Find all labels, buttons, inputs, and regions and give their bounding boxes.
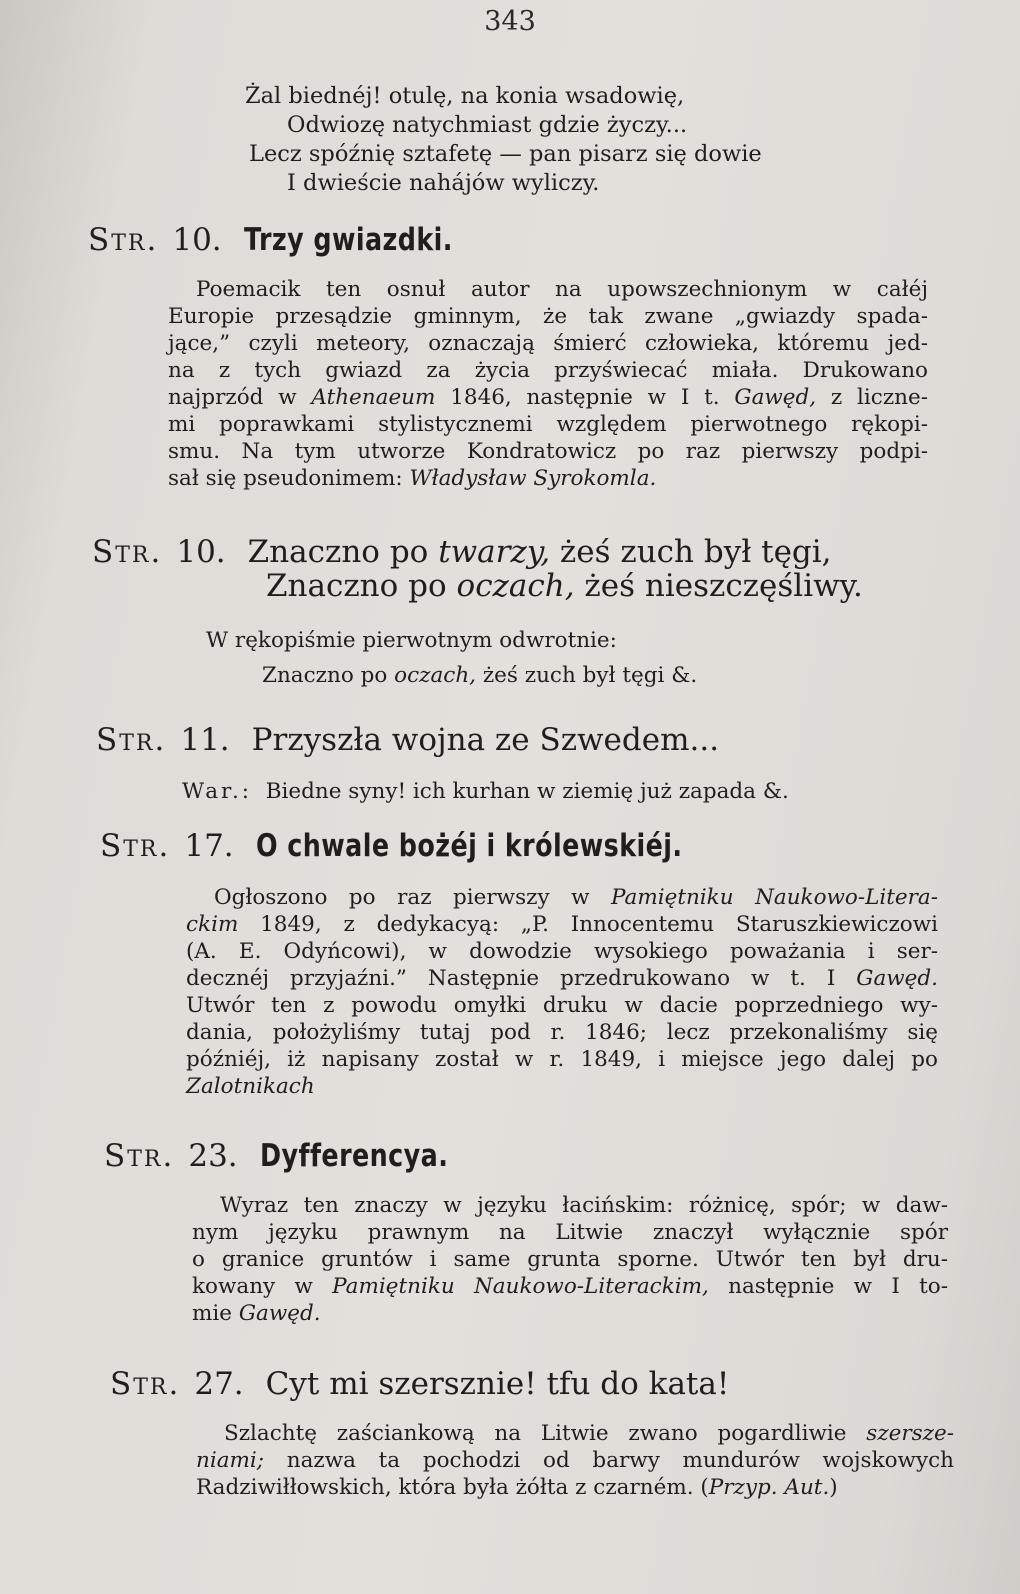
entry-heading — [92, 534, 832, 570]
plain-text: ) — [829, 1475, 838, 1500]
entry-heading — [88, 222, 498, 258]
entry-title: Cyt mi szersznie! tfu do kata! — [265, 1366, 730, 1402]
text-line: Europie przesądzie gminnym, że tak zwane „gwiazdy spada- — [168, 304, 928, 329]
italic-text: Przyp. Aut. — [708, 1475, 830, 1500]
entry-title: Przyszła wojna ze Szwedem... — [251, 722, 720, 758]
entry-str-label: Str. — [88, 222, 159, 258]
entry-commentary — [196, 1420, 954, 1501]
italic-text: niami; — [196, 1448, 265, 1473]
title-text: żeś nieszczęśliwy. — [574, 568, 863, 604]
text-line: jące,” czyli meteory, oznaczają śmierć człowieka, któremu jed- — [168, 331, 928, 356]
entry-str-label: Str. — [92, 534, 163, 570]
variant-text: Biedne syny! ich kurhan w ziemię już zapada &. — [265, 779, 789, 804]
italic-text: Athenaeum — [311, 385, 436, 410]
page-number: 343 — [484, 6, 536, 37]
variant-reading — [182, 778, 789, 806]
text-line: Utwór ten z powodu omyłki druku w dacie poprzedniego wy- — [186, 993, 938, 1018]
text-line — [192, 1300, 948, 1327]
italic-text: Zalotnikach — [186, 1074, 315, 1099]
plain-text: Ogłoszono po raz pierwszy w — [214, 885, 612, 910]
verse-line: Lecz spóźnię sztafetę — pan pisarz się dowie — [249, 141, 762, 167]
title-text-italic: twarzy, — [438, 534, 551, 570]
plain-text: nazwa ta pochodzi od barwy mundurów wojskowych — [264, 1448, 954, 1473]
verse-line: Żal biednéj! otulę, na konia wsadowię, — [245, 83, 685, 109]
entry-commentary — [192, 1192, 948, 1327]
entry-str-label: Str. — [100, 828, 171, 864]
text-line — [192, 1273, 948, 1300]
text-line — [186, 1073, 938, 1100]
text-line: na z tych gwiazd za życia przyświecać miała. Drukowano — [168, 358, 928, 383]
plain-text: 1846, następnie w I t. — [435, 385, 735, 410]
text-line — [196, 1420, 954, 1447]
plain-text: z liczne- — [816, 385, 929, 410]
text-line — [196, 1474, 954, 1501]
text-line: smu. Na tym utworze Kondratowicz po raz pierwszy podpi- — [168, 439, 928, 464]
entry-title: Dyfferencya. — [259, 1138, 448, 1174]
entry-title: Trzy gwiazdki. — [243, 222, 453, 258]
text-line — [186, 911, 938, 938]
entry-title: O chwale bożéj i królewskiéj. — [255, 828, 683, 864]
text-line: Wyraz ten znaczy w języku łacińskim: różnicę, spór; w daw- — [220, 1193, 948, 1218]
text-line: późniéj, iż napisany został w r. 1849, i miejsce jego dalej po — [186, 1047, 938, 1072]
italic-text: szersze- — [866, 1421, 954, 1446]
quote-text: żeś zuch był tęgi &. — [476, 663, 698, 688]
manuscript-note: W rękopiśmie pierwotnym odwrotnie: — [206, 628, 617, 653]
entry-commentary — [186, 884, 938, 1100]
entry-str-label: Str. — [96, 722, 167, 758]
verse-stanza — [245, 82, 805, 198]
italic-text: Władysław Syrokomla. — [409, 466, 657, 491]
quote-text-italic: oczach, — [394, 663, 476, 688]
text-line — [186, 884, 938, 911]
entry-title-line-2 — [266, 568, 863, 604]
text-line — [168, 384, 928, 411]
verse-line: I dwieście nahájów wyliczy. — [287, 170, 600, 196]
plain-text: następnie w I to- — [708, 1274, 948, 1299]
entry-heading — [110, 1366, 729, 1402]
title-text-italic: oczach, — [456, 568, 575, 604]
title-text: żeś zuch był tęgi, — [550, 534, 832, 570]
entry-title-line — [248, 534, 832, 570]
entry-page-ref: 10. — [172, 222, 222, 258]
entry-page-ref: 10. — [176, 534, 226, 570]
text-line: o granice gruntów i same grunta sporne. Utwór ten był dru- — [192, 1247, 948, 1272]
plain-text: kowany w — [192, 1274, 333, 1299]
variant-label: War.: — [182, 779, 253, 804]
entry-commentary — [168, 276, 928, 492]
italic-text: Gawęd. — [238, 1301, 321, 1326]
plain-text: mie — [192, 1301, 239, 1326]
entry-page-ref: 23. — [188, 1138, 238, 1174]
italic-text: Gawęd. — [856, 966, 938, 991]
entry-page-ref: 27. — [194, 1366, 244, 1402]
text-line: nym języku prawnym na Litwie znaczył wyłącznie spór — [192, 1220, 948, 1245]
plain-text: 1849, z dedykacyą: „P. Innocentemu Staruszkiewiczowi — [238, 912, 938, 937]
text-line — [186, 965, 938, 992]
entry-str-label: Str. — [110, 1366, 181, 1402]
entry-page-ref: 11. — [180, 722, 230, 758]
verse-line: Odwiozę natychmiast gdzie życzy... — [287, 112, 688, 138]
text-line — [168, 465, 928, 492]
plain-text: Radziwiłłowskich, która była żółta z czarném. ( — [196, 1475, 709, 1500]
entry-heading — [104, 1138, 489, 1174]
plain-text: sał się pseudonimem: — [168, 466, 410, 491]
text-line: dania, położyliśmy tutaj pod r. 1846; lecz przekonaliśmy się — [186, 1020, 938, 1045]
italic-text: ckim — [186, 912, 239, 937]
text-line: mi poprawkami stylistycznemi względem pierwotnego rękopi- — [168, 412, 928, 437]
entry-page-ref: 17. — [184, 828, 234, 864]
title-text: Znaczno po — [247, 534, 439, 570]
text-line: Poemacik ten osnuł autor na upowszechnionym w całéj — [196, 277, 928, 302]
text-line: (A. E. Odyńcowi), w dowodzie wysokiego poważania i ser- — [186, 939, 938, 964]
quote-text: Znaczno po — [262, 663, 395, 688]
italic-text: Gawęd, — [734, 385, 817, 410]
entry-str-label: Str. — [104, 1138, 175, 1174]
plain-text: decznéj przyjaźni.” Następnie przedrukowano w t. I — [186, 966, 857, 991]
manuscript-quote — [262, 662, 697, 690]
entry-heading — [96, 722, 719, 758]
italic-text: Pamiętniku Naukowo-Litera- — [611, 885, 939, 910]
plain-text: najprzód w — [168, 385, 312, 410]
text-line — [196, 1447, 954, 1474]
plain-text: Szlachtę zaściankową na Litwie zwano pogardliwie — [224, 1421, 867, 1446]
title-text: Znaczno po — [266, 568, 457, 604]
entry-heading — [100, 828, 776, 864]
italic-text: Pamiętniku Naukowo-Literackim, — [332, 1274, 709, 1299]
